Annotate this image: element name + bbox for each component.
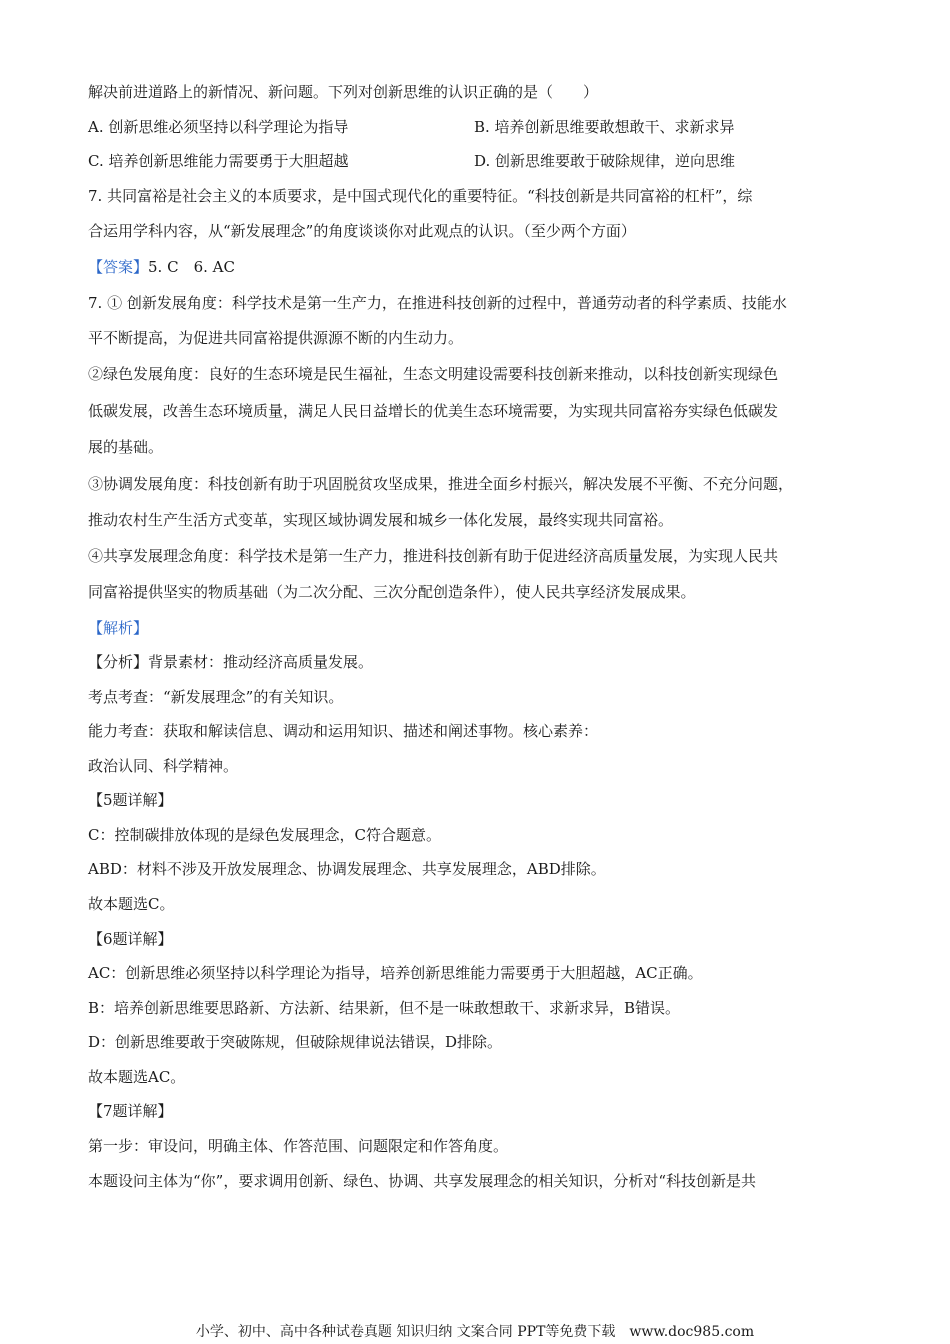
question-6-stem: 解决前进道路上的新情况、新问题。下列对创新思维的认识正确的是（ ） [88, 83, 599, 101]
analysis-line: 故本题选C。 [88, 895, 175, 913]
answer-text: 5. C 6. AC [148, 258, 235, 276]
footer-url[interactable]: www.doc985.com [629, 1324, 755, 1340]
option-d: D. 创新思维要敢于破除规律，逆向思维 [474, 152, 736, 170]
analysis-line: ABD：材料不涉及开放发展理念、协调发展理念、共享发展理念，ABD排除。 [88, 860, 606, 878]
question-7-stem-line: 7. 共同富裕是社会主义的本质要求，是中国式现代化的重要特征。“科技创新是共同富裕的杠杆”，综 [88, 187, 753, 205]
analysis-line: C：控制碳排放体现的是绿色发展理念，C符合题意。 [88, 826, 441, 844]
answer-tag: 【答案】 [88, 258, 149, 276]
q7-answer-line: 展的基础。 [88, 438, 164, 456]
q7-answer-line: 推动农村生产生活方式变革，实现区域协调发展和城乡一体化发展，最终实现共同富裕。 [88, 511, 674, 529]
analysis-line: B：培养创新思维要思路新、方法新、结果新，但不是一味敢想敢干、求新求异，B错误。 [88, 999, 681, 1017]
analysis-line: 【7题详解】 [88, 1102, 173, 1120]
q7-answer-line: 同富裕提供坚实的物质基础（为二次分配、三次分配创造条件），使人民共享经济发展成果。 [88, 583, 696, 601]
analysis-line: 政治认同、科学精神。 [88, 757, 239, 775]
analysis-line: 【5题详解】 [88, 791, 173, 809]
q7-answer-line: 低碳发展，改善生态环境质量，满足人民日益增长的优美生态环境需要，为实现共同富裕夯实绿色低碳发 [88, 402, 779, 420]
q7-answer-line: 平不断提高，为促进共同富裕提供源源不断的内生动力。 [88, 329, 464, 347]
answer-line [88, 257, 235, 277]
analysis-line: 第一步：审设问，明确主体、作答范围、问题限定和作答角度。 [88, 1137, 509, 1155]
analysis-line: 【分析】背景素材：推动经济高质量发展。 [88, 653, 374, 671]
page-footer [0, 1323, 950, 1341]
analysis-line: 考点考查：“新发展理念”的有关知识。 [88, 688, 344, 706]
q7-answer-line: ③协调发展角度：科技创新有助于巩固脱贫攻坚成果，推进全面乡村振兴，解决发展不平衡、不充分问题， [88, 475, 794, 493]
q7-answer-line: ④共享发展理念角度：科学技术是第一生产力，推进科技创新有助于促进经济高质量发展，为实现人民共 [88, 547, 779, 565]
q7-answer-line: ②绿色发展角度：良好的生态环境是民生福祉，生态文明建设需要科技创新来推动，以科技创新实现绿色 [88, 365, 779, 383]
footer-text: 小学、初中、高中各种试卷真题 知识归纳 文案合同 PPT等免费下载 [195, 1324, 616, 1340]
analysis-line: AC：创新思维必须坚持以科学理论为指导，培养创新思维能力需要勇于大胆超越，AC正确。 [88, 964, 703, 982]
option-c: C. 培养创新思维能力需要勇于大胆超越 [88, 152, 349, 170]
analysis-line: D：创新思维要敢于突破陈规，但破除规律说法错误，D排除。 [88, 1033, 503, 1051]
question-7-stem-line: 合运用学科内容，从“新发展理念”的角度谈谈你对此观点的认识。（至少两个方面） [88, 222, 636, 240]
analysis-line: 本题设问主体为“你”，要求调用创新、绿色、协调、共享发展理念的相关知识，分析对“科技创新是共 [88, 1172, 757, 1190]
analysis-line: 故本题选AC。 [88, 1068, 186, 1086]
q7-answer-line: 7. ① 创新发展角度：科学技术是第一生产力，在推进科技创新的过程中，普通劳动者的科学素质、技能水 [88, 294, 787, 312]
option-b: B. 培养创新思维要敢想敢干、求新求异 [474, 118, 735, 136]
analysis-line: 能力考查：获取和解读信息、调动和运用知识、描述和阐述事物。核心素养： [88, 722, 599, 740]
analysis-line: 【6题详解】 [88, 930, 173, 948]
option-a: A. 创新思维必须坚持以科学理论为指导 [88, 118, 349, 136]
analysis-tag: 【解析】 [88, 619, 149, 637]
